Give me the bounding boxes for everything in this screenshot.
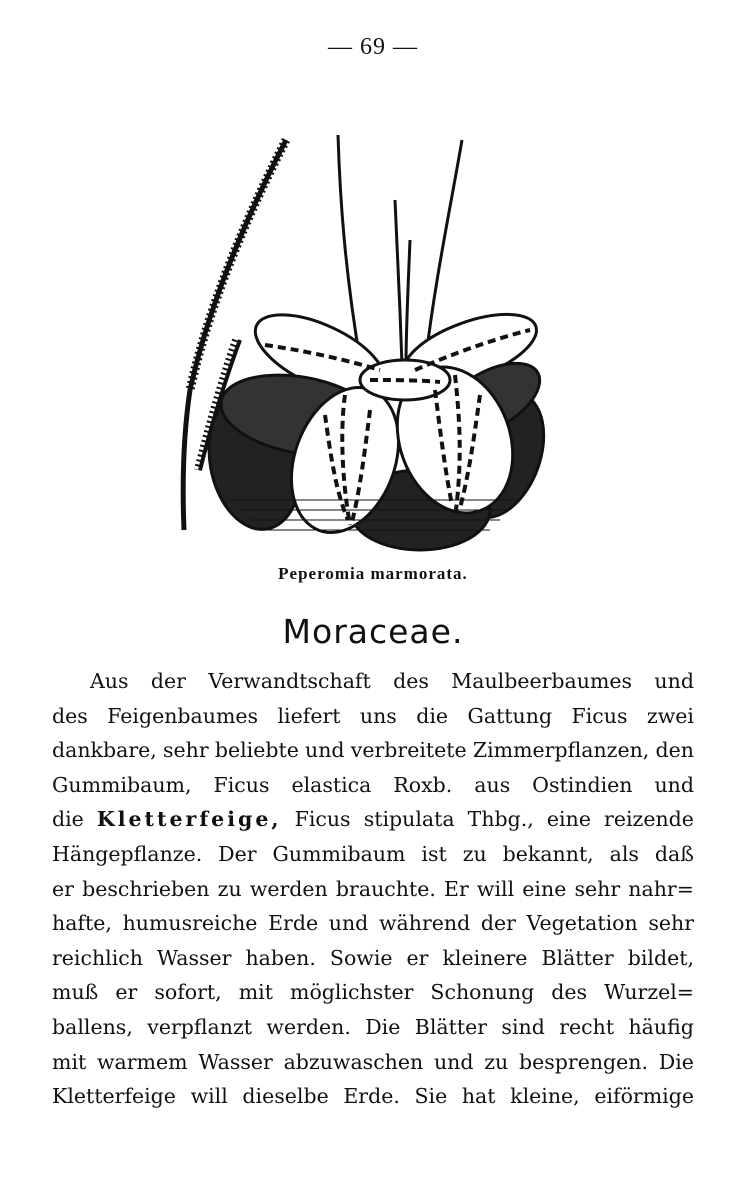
word: Kletterfeige, bbox=[96, 807, 282, 832]
word: Blätter bbox=[414, 1014, 488, 1039]
word: Sowie bbox=[329, 945, 393, 970]
word: Ficus bbox=[213, 772, 270, 797]
word: eiförmige bbox=[594, 1084, 694, 1109]
word: Maulbeerbaumes bbox=[451, 669, 633, 693]
word: kleine, bbox=[510, 1084, 580, 1109]
word: daß bbox=[654, 841, 694, 866]
word: Ficus bbox=[571, 703, 628, 728]
word: und bbox=[654, 669, 694, 693]
word: aus bbox=[474, 772, 511, 797]
word: und bbox=[305, 738, 345, 763]
word: der bbox=[480, 911, 516, 936]
word: den bbox=[655, 738, 694, 763]
word: mit bbox=[238, 980, 273, 1005]
word: besprengen. bbox=[519, 1049, 649, 1074]
word: ballens, bbox=[52, 1014, 133, 1039]
word: er bbox=[406, 945, 429, 970]
word: werden. bbox=[266, 1014, 351, 1039]
word: mit bbox=[52, 1049, 87, 1074]
text-line bbox=[52, 768, 694, 803]
text-line bbox=[52, 1079, 694, 1114]
word: werden bbox=[249, 876, 328, 901]
word: des bbox=[551, 980, 588, 1005]
word: abzuwaschen bbox=[283, 1049, 424, 1074]
word: Erde. bbox=[343, 1084, 400, 1109]
word: sofort, bbox=[154, 980, 222, 1005]
word: Ficus bbox=[294, 807, 351, 832]
word: Thbg., bbox=[467, 807, 534, 832]
word: Die bbox=[365, 1014, 401, 1039]
word: Roxb. bbox=[393, 772, 453, 797]
word: warmem bbox=[96, 1049, 188, 1074]
word: hat bbox=[461, 1084, 496, 1109]
word: Aus bbox=[90, 669, 129, 693]
word: zwei bbox=[646, 703, 694, 728]
word: brauchte. bbox=[335, 876, 436, 901]
word: sehr bbox=[648, 911, 694, 936]
word: Erde bbox=[268, 911, 319, 936]
word: Wasser bbox=[156, 945, 232, 970]
text-line bbox=[52, 906, 694, 941]
text-line bbox=[52, 837, 694, 872]
word: muß bbox=[52, 980, 99, 1005]
figure-caption: Peperomia marmorata. bbox=[278, 564, 468, 583]
word: die bbox=[52, 807, 84, 832]
word: Gummibaum, bbox=[52, 772, 192, 797]
word: nahr= bbox=[628, 876, 694, 901]
text-line bbox=[52, 1045, 694, 1080]
word: eine bbox=[546, 807, 591, 832]
word: dankbare, bbox=[52, 738, 157, 763]
word: hafte, bbox=[52, 911, 112, 936]
word: möglichster bbox=[290, 980, 414, 1005]
word: und bbox=[654, 772, 694, 797]
word: er bbox=[115, 980, 138, 1005]
word: bekannt, bbox=[502, 841, 594, 866]
word: Er bbox=[444, 876, 469, 901]
word: sehr bbox=[162, 738, 209, 763]
word: verbreitete bbox=[350, 738, 467, 763]
word: reizende bbox=[604, 807, 694, 832]
word: Zimmerpflanzen, bbox=[472, 738, 650, 763]
word: Sie bbox=[414, 1084, 448, 1109]
page-number: — 69 — bbox=[328, 34, 418, 60]
word: kleinere bbox=[442, 945, 528, 970]
word: Die bbox=[658, 1049, 694, 1074]
word: zu bbox=[462, 841, 487, 866]
word: humusreiche bbox=[122, 911, 258, 936]
word: elastica bbox=[291, 772, 372, 797]
word: recht bbox=[559, 1014, 615, 1039]
text-line bbox=[52, 699, 694, 734]
word: als bbox=[609, 841, 639, 866]
word: des bbox=[52, 703, 88, 728]
word: der bbox=[150, 669, 186, 693]
word: Blätter bbox=[541, 945, 614, 970]
word: Ostindien bbox=[532, 772, 633, 797]
text-line bbox=[52, 1010, 694, 1045]
word: des bbox=[393, 669, 429, 693]
text-line bbox=[52, 975, 694, 1010]
text-line bbox=[52, 664, 694, 699]
word: eine bbox=[522, 876, 567, 901]
word: haben. bbox=[245, 945, 316, 970]
word: beschrieben bbox=[82, 876, 210, 901]
plant-illustration bbox=[170, 130, 580, 560]
word: verpflanzt bbox=[147, 1014, 253, 1039]
word: will bbox=[190, 1084, 228, 1109]
word: Feigenbaumes bbox=[107, 703, 259, 728]
text-line bbox=[52, 941, 694, 976]
word: Wasser bbox=[198, 1049, 273, 1074]
word: stipulata bbox=[363, 807, 455, 832]
text-line bbox=[52, 872, 694, 907]
word: Gummibaum bbox=[272, 841, 406, 866]
word: beliebte bbox=[214, 738, 299, 763]
section-title: Moraceae. bbox=[282, 612, 464, 651]
word: und bbox=[328, 911, 369, 936]
word: ist bbox=[421, 841, 447, 866]
text-line bbox=[52, 802, 694, 837]
word: die bbox=[416, 703, 449, 728]
word: Verwandtschaft bbox=[208, 669, 371, 693]
word: zu bbox=[484, 1049, 509, 1074]
word: und bbox=[433, 1049, 474, 1074]
word: reichlich bbox=[52, 945, 143, 970]
word: Wurzel= bbox=[604, 980, 694, 1005]
word: Vegetation bbox=[526, 911, 638, 936]
word: liefert bbox=[277, 703, 341, 728]
word: sehr bbox=[574, 876, 621, 901]
word: will bbox=[476, 876, 515, 901]
word: dieselbe bbox=[242, 1084, 329, 1109]
word: bildet, bbox=[627, 945, 694, 970]
word: er bbox=[52, 876, 74, 901]
word: Hängepflanze. bbox=[52, 841, 203, 866]
word: Der bbox=[218, 841, 257, 866]
word: während bbox=[378, 911, 471, 936]
word: Gattung bbox=[467, 703, 553, 728]
body-text bbox=[52, 664, 694, 1114]
word: zu bbox=[217, 876, 242, 901]
word: Schonung bbox=[430, 980, 535, 1005]
word: sind bbox=[501, 1014, 545, 1039]
word: uns bbox=[359, 703, 397, 728]
word: häufig bbox=[628, 1014, 694, 1039]
word: Kletterfeige bbox=[52, 1084, 176, 1109]
text-line bbox=[52, 733, 694, 768]
